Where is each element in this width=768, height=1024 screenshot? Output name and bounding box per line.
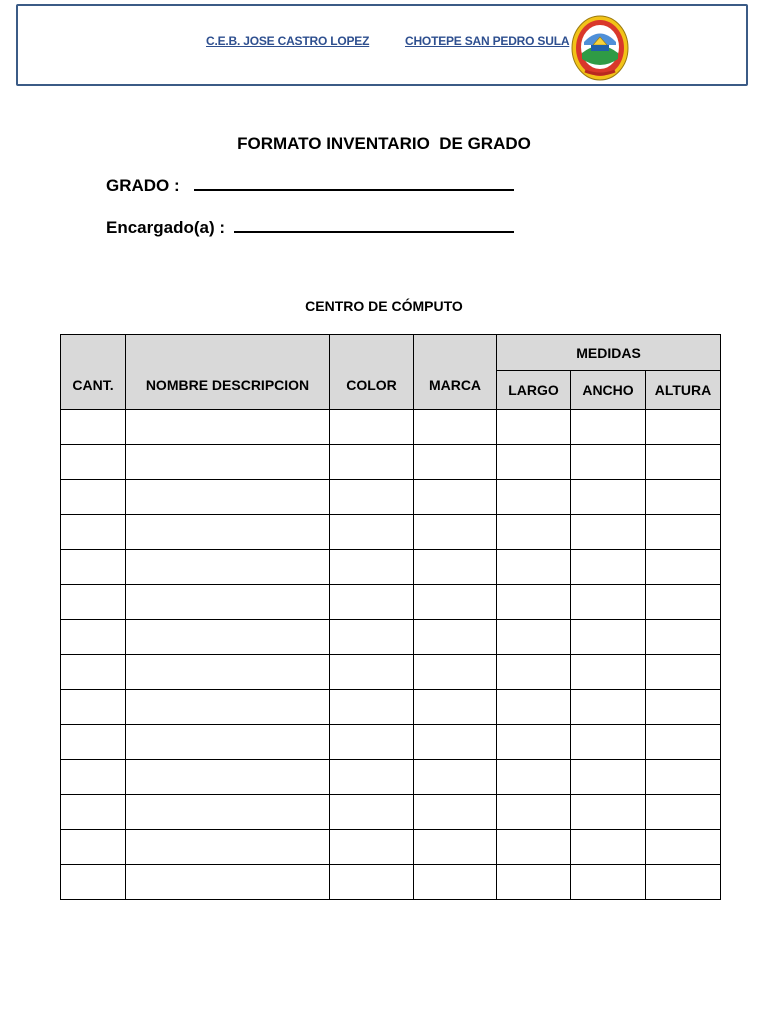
cell-cant[interactable]: [61, 515, 126, 550]
cell-largo[interactable]: [497, 480, 571, 515]
cell-altura[interactable]: [646, 480, 721, 515]
col-header-cant: CANT.: [61, 335, 126, 410]
cell-color[interactable]: [330, 410, 414, 445]
table-row: [61, 760, 721, 795]
cell-marca[interactable]: [414, 620, 497, 655]
cell-nombre[interactable]: [126, 690, 330, 725]
cell-color[interactable]: [330, 760, 414, 795]
cell-nombre[interactable]: [126, 410, 330, 445]
school-name-link[interactable]: C.E.B. JOSE CASTRO LOPEZ: [206, 34, 370, 48]
cell-largo[interactable]: [497, 585, 571, 620]
cell-ancho[interactable]: [571, 480, 646, 515]
cell-color[interactable]: [330, 515, 414, 550]
table-row: [61, 690, 721, 725]
col-header-ancho: ANCHO: [571, 371, 646, 410]
cell-cant[interactable]: [61, 725, 126, 760]
encargado-blank-line[interactable]: [234, 231, 514, 233]
cell-largo[interactable]: [497, 760, 571, 795]
cell-marca[interactable]: [414, 760, 497, 795]
cell-ancho[interactable]: [571, 410, 646, 445]
cell-altura[interactable]: [646, 620, 721, 655]
cell-cant[interactable]: [61, 410, 126, 445]
cell-altura[interactable]: [646, 515, 721, 550]
header-banner: [16, 4, 748, 86]
cell-ancho[interactable]: [571, 585, 646, 620]
cell-nombre[interactable]: [126, 725, 330, 760]
cell-cant[interactable]: [61, 480, 126, 515]
cell-ancho[interactable]: [571, 620, 646, 655]
cell-marca[interactable]: [414, 410, 497, 445]
grado-blank-line[interactable]: [194, 189, 514, 191]
cell-ancho[interactable]: [571, 760, 646, 795]
cell-marca[interactable]: [414, 445, 497, 480]
cell-marca[interactable]: [414, 725, 497, 760]
cell-altura[interactable]: [646, 725, 721, 760]
document-title: FORMATO INVENTARIO DE GRADO: [237, 134, 531, 153]
cell-cant[interactable]: [61, 760, 126, 795]
table-row: [61, 830, 721, 865]
cell-altura[interactable]: [646, 655, 721, 690]
cell-ancho[interactable]: [571, 865, 646, 900]
grado-field: [106, 176, 514, 196]
cell-largo[interactable]: [497, 795, 571, 830]
col-header-color: COLOR: [330, 335, 414, 410]
cell-altura[interactable]: [646, 410, 721, 445]
cell-largo[interactable]: [497, 620, 571, 655]
cell-nombre[interactable]: [126, 445, 330, 480]
cell-ancho[interactable]: [571, 515, 646, 550]
cell-altura[interactable]: [646, 760, 721, 795]
cell-color[interactable]: [330, 690, 414, 725]
location-link[interactable]: CHOTEPE SAN PEDRO SULA: [405, 34, 570, 48]
cell-cant[interactable]: [61, 690, 126, 725]
cell-color[interactable]: [330, 550, 414, 585]
inventory-body: [61, 410, 721, 900]
cell-cant[interactable]: [61, 655, 126, 690]
cell-ancho[interactable]: [571, 795, 646, 830]
cell-largo[interactable]: [497, 725, 571, 760]
cell-cant[interactable]: [61, 550, 126, 585]
col-header-marca: MARCA: [414, 335, 497, 410]
cell-largo[interactable]: [497, 515, 571, 550]
table-row: [61, 445, 721, 480]
table-row: [61, 795, 721, 830]
cell-marca[interactable]: [414, 515, 497, 550]
encargado-field: [106, 218, 514, 238]
cell-ancho[interactable]: [571, 445, 646, 480]
table-row: [61, 410, 721, 445]
col-header-medidas: MEDIDAS: [497, 335, 721, 371]
cell-marca[interactable]: [414, 550, 497, 585]
cell-nombre[interactable]: [126, 830, 330, 865]
cell-color[interactable]: [330, 620, 414, 655]
cell-ancho[interactable]: [571, 690, 646, 725]
table-row: [61, 515, 721, 550]
cell-marca[interactable]: [414, 655, 497, 690]
cell-color[interactable]: [330, 865, 414, 900]
cell-color[interactable]: [330, 795, 414, 830]
cell-nombre[interactable]: [126, 480, 330, 515]
cell-nombre[interactable]: [126, 865, 330, 900]
cell-color[interactable]: [330, 655, 414, 690]
cell-color[interactable]: [330, 725, 414, 760]
cell-color[interactable]: [330, 585, 414, 620]
cell-altura[interactable]: [646, 865, 721, 900]
cell-altura[interactable]: [646, 795, 721, 830]
cell-cant[interactable]: [61, 620, 126, 655]
cell-color[interactable]: [330, 480, 414, 515]
table-row: [61, 480, 721, 515]
cell-marca[interactable]: [414, 795, 497, 830]
cell-largo[interactable]: [497, 865, 571, 900]
cell-nombre[interactable]: [126, 515, 330, 550]
cell-largo[interactable]: [497, 550, 571, 585]
section-title: CENTRO DE CÓMPUTO: [305, 298, 463, 314]
cell-ancho[interactable]: [571, 725, 646, 760]
table-row: [61, 865, 721, 900]
cell-ancho[interactable]: [571, 655, 646, 690]
table-row: [61, 620, 721, 655]
cell-altura[interactable]: [646, 445, 721, 480]
cell-altura[interactable]: [646, 550, 721, 585]
cell-color[interactable]: [330, 830, 414, 865]
cell-marca[interactable]: [414, 865, 497, 900]
cell-nombre[interactable]: [126, 655, 330, 690]
cell-cant[interactable]: [61, 830, 126, 865]
grado-label: GRADO :: [106, 176, 180, 195]
cell-nombre[interactable]: [126, 585, 330, 620]
cell-largo[interactable]: [497, 690, 571, 725]
cell-marca[interactable]: [414, 480, 497, 515]
cell-cant[interactable]: [61, 795, 126, 830]
cell-largo[interactable]: [497, 655, 571, 690]
inventory-table: [60, 334, 721, 900]
cell-largo[interactable]: [497, 830, 571, 865]
cell-ancho[interactable]: [571, 830, 646, 865]
cell-cant[interactable]: [61, 585, 126, 620]
cell-nombre[interactable]: [126, 620, 330, 655]
cell-cant[interactable]: [61, 865, 126, 900]
table-row: [61, 655, 721, 690]
cell-nombre[interactable]: [126, 760, 330, 795]
cell-altura[interactable]: [646, 830, 721, 865]
table-row: [61, 585, 721, 620]
col-header-nombre: NOMBRE DESCRIPCION: [126, 335, 330, 410]
table-row: [61, 550, 721, 585]
cell-nombre[interactable]: [126, 795, 330, 830]
cell-cant[interactable]: [61, 445, 126, 480]
col-header-altura: ALTURA: [646, 371, 721, 410]
cell-nombre[interactable]: [126, 550, 330, 585]
cell-marca[interactable]: [414, 585, 497, 620]
cell-ancho[interactable]: [571, 550, 646, 585]
col-header-largo: LARGO: [497, 371, 571, 410]
cell-largo[interactable]: [497, 445, 571, 480]
school-seal-icon: [571, 15, 629, 81]
cell-marca[interactable]: [414, 830, 497, 865]
cell-marca[interactable]: [414, 690, 497, 725]
cell-largo[interactable]: [497, 410, 571, 445]
cell-color[interactable]: [330, 445, 414, 480]
cell-altura[interactable]: [646, 585, 721, 620]
encargado-label: Encargado(a) :: [106, 218, 226, 237]
cell-altura[interactable]: [646, 690, 721, 725]
table-row: [61, 725, 721, 760]
